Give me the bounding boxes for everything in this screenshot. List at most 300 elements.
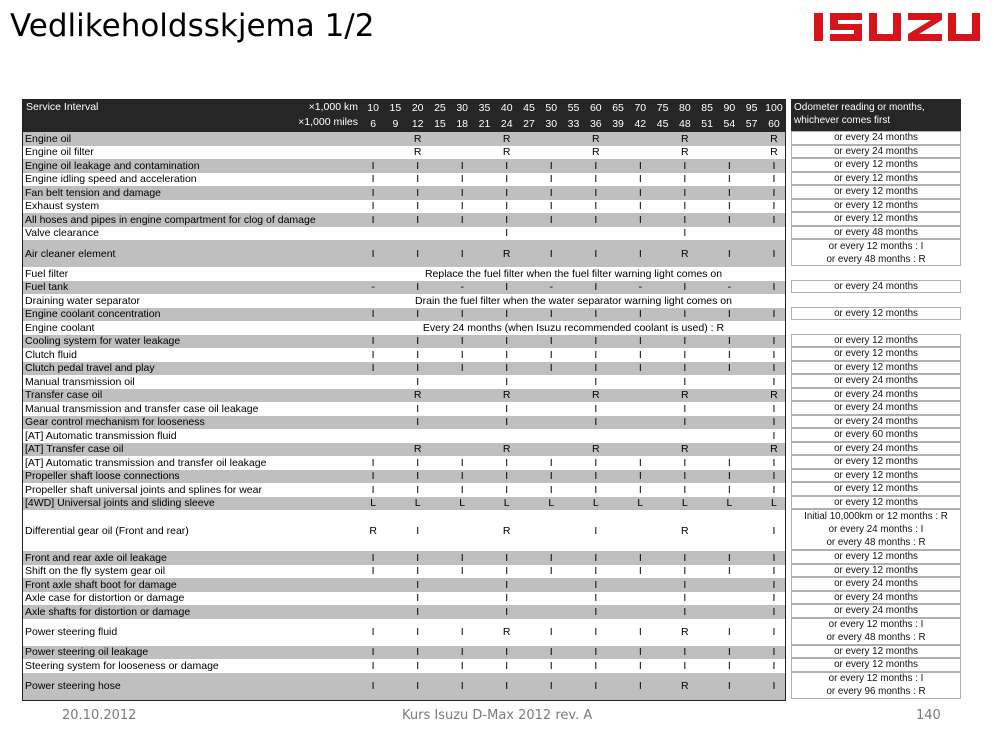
interval-note-line: or every 12 months : I xyxy=(828,619,924,630)
table-row xyxy=(23,240,785,267)
interval-note-line: or every 24 months xyxy=(834,591,918,603)
miles-value: 39 xyxy=(612,118,624,130)
item-name: Power steering oil leakage xyxy=(25,646,149,659)
service-cell: I xyxy=(772,402,776,415)
service-cell: L xyxy=(770,497,777,510)
unit-miles-label: ×1,000 miles xyxy=(298,116,358,128)
service-cell: I xyxy=(416,213,420,226)
service-cell: I xyxy=(683,281,687,294)
service-cell: R xyxy=(369,524,377,537)
page-title: Vedlikeholdsskjema 1/2 xyxy=(10,8,375,44)
interval-note xyxy=(791,658,961,672)
miles-value: 54 xyxy=(723,118,736,130)
interval-note xyxy=(791,172,961,186)
interval-note-line: or every 24 months xyxy=(834,145,918,157)
service-cell: R xyxy=(502,146,511,159)
service-cell: I xyxy=(638,213,642,226)
service-cell: I xyxy=(594,680,598,692)
item-name: All hoses and pipes in engine compartment for clog of damage xyxy=(25,213,316,226)
table-row xyxy=(23,362,785,376)
interval-note-line: or every 24 months xyxy=(834,375,918,387)
service-cell: I xyxy=(460,565,464,578)
isuzu-logo xyxy=(812,10,984,44)
service-cell: R xyxy=(502,626,511,638)
interval-note-line: or every 12 months : I xyxy=(828,240,924,252)
interval-note-line: or every 24 months xyxy=(834,415,918,427)
km-value: 10 xyxy=(367,102,379,114)
service-cell: I xyxy=(460,200,464,213)
interval-notes-column xyxy=(791,99,961,699)
service-cell: I xyxy=(683,375,687,388)
service-cell: I xyxy=(594,592,598,605)
interval-note-line: or every 12 months xyxy=(834,564,918,576)
table-row xyxy=(23,605,785,619)
service-cell: I xyxy=(549,646,553,659)
interval-note-line: or every 96 months : R xyxy=(826,686,926,697)
service-cell: L xyxy=(548,497,555,510)
item-name: Differential gear oil (Front and rear) xyxy=(25,524,189,537)
table-row xyxy=(23,294,785,308)
service-cell: I xyxy=(594,483,598,496)
service-cell: R xyxy=(413,146,422,159)
service-cell: R xyxy=(413,443,422,456)
service-cell: I xyxy=(371,565,375,578)
service-cell: I xyxy=(638,200,642,213)
service-cell: R xyxy=(681,626,689,638)
interval-note xyxy=(791,131,961,145)
service-cell: I xyxy=(683,416,687,429)
service-cell: R xyxy=(502,443,511,456)
interval-note-line: or every 12 months xyxy=(834,456,918,468)
service-cell: I xyxy=(371,626,375,638)
service-cell: I xyxy=(505,186,509,199)
service-cell: I xyxy=(594,348,598,361)
interval-note-line: or every 12 months xyxy=(834,496,918,508)
service-cell: I xyxy=(594,375,598,388)
item-name: Steering system for looseness or damage xyxy=(25,659,219,672)
service-cell: I xyxy=(416,470,420,483)
miles-row xyxy=(362,117,785,132)
service-cell: I xyxy=(505,281,509,294)
table-row xyxy=(23,321,785,335)
km-value: 35 xyxy=(478,102,491,114)
table-row xyxy=(23,389,785,403)
service-cell: R xyxy=(591,443,600,456)
service-cell: I xyxy=(727,348,731,361)
service-cell: I xyxy=(772,159,776,172)
service-cell: I xyxy=(772,605,776,618)
service-cell: I xyxy=(371,173,375,186)
service-cell: R xyxy=(770,389,778,402)
service-cell: I xyxy=(683,308,687,321)
service-cell: I xyxy=(594,335,598,348)
table-row xyxy=(23,470,785,484)
service-cell: I xyxy=(549,483,553,496)
service-cell: I xyxy=(416,173,420,186)
service-cell: I xyxy=(549,551,553,564)
service-cell: I xyxy=(727,159,731,172)
interval-note-line: or every 12 months xyxy=(834,645,918,657)
service-cell: R xyxy=(681,132,689,145)
miles-value: 57 xyxy=(745,118,758,130)
service-cell: I xyxy=(683,483,687,496)
service-cell: I xyxy=(638,565,642,578)
interval-note xyxy=(791,307,961,321)
km-value: 80 xyxy=(679,102,691,114)
service-cell: I xyxy=(594,456,598,469)
service-cell: I xyxy=(727,483,731,496)
service-cell: I xyxy=(638,483,642,496)
service-cell: R xyxy=(681,443,689,456)
interval-note-line: or every 12 months xyxy=(834,199,918,211)
service-cell: I xyxy=(549,247,553,260)
service-cell: I xyxy=(727,456,731,469)
service-cell: I xyxy=(416,375,420,388)
service-cell: R xyxy=(681,680,689,692)
table-row xyxy=(23,497,785,511)
service-cell: I xyxy=(460,335,464,348)
service-cell: I xyxy=(638,456,642,469)
service-cell: I xyxy=(505,159,509,172)
service-cell: I xyxy=(371,483,375,496)
service-cell: I xyxy=(638,186,642,199)
interval-note xyxy=(791,645,961,659)
service-cell: I xyxy=(460,362,464,375)
interval-note-line: or every 60 months xyxy=(834,429,918,441)
service-cell: I xyxy=(505,578,509,591)
service-cell: I xyxy=(416,626,420,638)
service-cell: L xyxy=(637,497,644,510)
service-cell: I xyxy=(416,659,420,672)
service-cell: I xyxy=(772,592,776,605)
service-cell: I xyxy=(505,605,509,618)
service-cell: I xyxy=(594,551,598,564)
service-cell: I xyxy=(727,626,731,638)
service-cell: I xyxy=(683,173,687,186)
service-cell: I xyxy=(638,680,642,692)
service-cell: I xyxy=(594,186,598,199)
table-row xyxy=(23,146,785,160)
service-cell: I xyxy=(416,524,420,537)
service-cell: R xyxy=(591,132,600,145)
interval-note xyxy=(791,672,961,699)
service-cell: I xyxy=(772,524,776,537)
service-cell: I xyxy=(460,680,464,692)
service-cell: I xyxy=(549,335,553,348)
service-cell: I xyxy=(683,592,687,605)
service-cell: I xyxy=(683,551,687,564)
service-cell: I xyxy=(549,456,553,469)
service-cell: I xyxy=(549,626,553,638)
interval-note xyxy=(791,428,961,442)
item-name: Manual transmission and transfer case oil leakage xyxy=(25,402,259,415)
table-row xyxy=(23,173,785,187)
service-cell: I xyxy=(594,565,598,578)
service-cell: I xyxy=(505,659,509,672)
interval-note xyxy=(791,415,961,429)
service-cell: R xyxy=(681,247,689,260)
table-row xyxy=(23,186,785,200)
miles-value: 30 xyxy=(545,118,558,130)
table-row xyxy=(23,429,785,443)
interval-note xyxy=(791,388,961,402)
item-name: Engine oil leakage and contamination xyxy=(25,159,200,172)
table-row xyxy=(23,348,785,362)
service-cell: I xyxy=(683,213,687,226)
item-name: Clutch pedal travel and play xyxy=(25,362,155,375)
service-cell: R xyxy=(502,389,511,402)
service-cell: I xyxy=(460,626,464,638)
item-name: Engine oil filter xyxy=(25,146,94,159)
service-cell: I xyxy=(683,186,687,199)
service-cell: - xyxy=(371,281,375,294)
interval-note-line: or every 48 months : R xyxy=(826,632,926,643)
service-cell: I xyxy=(505,227,509,240)
service-cell: - xyxy=(460,281,464,294)
interval-note xyxy=(791,469,961,483)
interval-note xyxy=(791,199,961,213)
service-cell: I xyxy=(549,362,553,375)
interval-note-line: or every 12 months xyxy=(834,551,918,563)
service-cell: I xyxy=(683,646,687,659)
km-value: 75 xyxy=(656,102,669,114)
service-cell: I xyxy=(683,470,687,483)
table-row xyxy=(23,213,785,227)
service-cell: I xyxy=(638,348,642,361)
service-cell: I xyxy=(638,173,642,186)
service-cell: I xyxy=(371,646,375,659)
service-cell: I xyxy=(549,565,553,578)
service-cell: R xyxy=(770,443,778,456)
service-cell: I xyxy=(772,186,776,199)
table-row xyxy=(23,227,785,241)
interval-note-line: or every 12 months xyxy=(834,172,918,184)
service-cell: I xyxy=(683,605,687,618)
service-cell: I xyxy=(505,416,509,429)
item-name: Shift on the fly system gear oil xyxy=(25,565,166,578)
item-name: Fuel tank xyxy=(25,281,69,294)
interval-note-gap xyxy=(791,320,961,334)
table-row xyxy=(23,565,785,579)
interval-note-line: or every 12 months xyxy=(834,483,918,495)
service-cell: I xyxy=(594,281,598,294)
item-name: Draining water separator xyxy=(25,294,140,307)
table-row xyxy=(23,443,785,457)
service-cell: L xyxy=(370,497,377,510)
service-cell: I xyxy=(460,159,464,172)
service-cell: I xyxy=(594,308,598,321)
table-row xyxy=(23,308,785,322)
service-cell: L xyxy=(592,497,599,510)
interval-note xyxy=(791,347,961,361)
km-value: 55 xyxy=(567,102,580,114)
service-cell: I xyxy=(594,416,598,429)
service-cell: I xyxy=(416,348,420,361)
km-value: 95 xyxy=(745,102,758,114)
service-cell: I xyxy=(416,646,420,659)
interval-note-line: or every 24 months xyxy=(834,132,918,144)
interval-note xyxy=(791,361,961,375)
service-cell: I xyxy=(460,551,464,564)
service-cell: I xyxy=(371,200,375,213)
service-cell: I xyxy=(727,565,731,578)
service-cell: R xyxy=(591,146,600,159)
miles-value: 51 xyxy=(701,118,713,130)
service-cell: I xyxy=(594,213,598,226)
service-cell: I xyxy=(549,308,553,321)
item-name: Valve clearance xyxy=(25,227,99,240)
footer-page-number: 140 xyxy=(916,708,941,723)
service-cell: I xyxy=(505,375,509,388)
item-name: [4WD] Universal joints and sliding sleeve xyxy=(25,497,215,510)
miles-value: 18 xyxy=(456,118,469,130)
service-cell: I xyxy=(594,470,598,483)
service-cell: R xyxy=(681,524,689,537)
service-cell: I xyxy=(727,551,731,564)
interval-note-line: or every 24 months : I xyxy=(828,524,924,535)
service-cell: I xyxy=(727,646,731,659)
service-cell: I xyxy=(371,247,375,260)
table-row xyxy=(23,592,785,606)
row-note: Drain the fuel filter when the water separator warning light comes on xyxy=(415,294,732,307)
service-cell: I xyxy=(505,402,509,415)
table-row xyxy=(23,456,785,470)
service-cell: R xyxy=(502,132,511,145)
service-cell: I xyxy=(638,335,642,348)
interval-note xyxy=(791,550,961,564)
interval-note xyxy=(791,145,961,159)
item-name: [AT] Automatic transmission and transfer oil leakage xyxy=(25,456,267,469)
service-cell: L xyxy=(503,497,510,510)
service-cell: I xyxy=(727,173,731,186)
service-cell: I xyxy=(416,483,420,496)
service-cell: I xyxy=(460,659,464,672)
item-name: Engine idling speed and acceleration xyxy=(25,173,197,186)
footer-date: 20.10.2012 xyxy=(62,708,137,723)
service-cell: L xyxy=(459,497,466,510)
service-cell: I xyxy=(683,348,687,361)
service-cell: I xyxy=(505,173,509,186)
service-cell: I xyxy=(505,456,509,469)
service-cell: I xyxy=(505,470,509,483)
km-value: 30 xyxy=(456,102,469,114)
service-cell: I xyxy=(371,470,375,483)
service-cell: I xyxy=(505,592,509,605)
service-cell: I xyxy=(727,680,731,692)
service-cell: L xyxy=(726,497,733,510)
service-cell: I xyxy=(460,470,464,483)
service-cell: I xyxy=(371,680,375,692)
service-cell: I xyxy=(371,186,375,199)
service-cell: I xyxy=(416,281,420,294)
service-cell: I xyxy=(638,470,642,483)
interval-note-line: or every 24 months xyxy=(834,578,918,590)
service-cell: R xyxy=(591,389,600,402)
interval-note xyxy=(791,509,961,550)
table-row xyxy=(23,335,785,349)
service-cell: I xyxy=(594,402,598,415)
interval-note xyxy=(791,577,961,591)
table-row xyxy=(23,132,785,146)
service-cell: I xyxy=(772,335,776,348)
service-cell: I xyxy=(772,200,776,213)
service-cell: R xyxy=(770,146,778,159)
miles-value: 45 xyxy=(656,118,669,130)
interval-note xyxy=(791,442,961,456)
service-cell: I xyxy=(638,551,642,564)
service-cell: I xyxy=(772,626,776,638)
table-row xyxy=(23,200,785,214)
service-cell: L xyxy=(681,497,688,510)
service-cell: I xyxy=(638,646,642,659)
service-cell: I xyxy=(371,308,375,321)
service-cell: - xyxy=(727,281,732,294)
km-value: 45 xyxy=(523,102,535,114)
item-name: Propeller shaft universal joints and splines for wear xyxy=(25,483,262,496)
item-name: Power steering fluid xyxy=(25,626,118,638)
item-name: Engine oil xyxy=(25,132,72,145)
interval-note-line: or every 24 months xyxy=(834,280,918,292)
item-name: Power steering hose xyxy=(25,680,121,692)
service-cell: - xyxy=(638,281,643,294)
item-name: Exhaust system xyxy=(25,200,100,213)
item-name: [AT] Transfer case oil xyxy=(25,443,124,456)
interval-note-line: or every 24 months xyxy=(834,402,918,414)
item-name: Cooling system for water leakage xyxy=(25,335,181,348)
service-cell: I xyxy=(772,470,776,483)
service-cell: I xyxy=(638,247,642,260)
miles-value: 6 xyxy=(370,118,377,130)
service-cell: I xyxy=(460,348,464,361)
service-cell: I xyxy=(683,402,687,415)
service-cell: I xyxy=(460,213,464,226)
item-name: Transfer case oil xyxy=(25,389,103,402)
miles-value: 12 xyxy=(411,118,424,130)
service-cell: I xyxy=(416,592,420,605)
service-cell: I xyxy=(371,456,375,469)
service-cell: I xyxy=(371,362,375,375)
service-cell: R xyxy=(770,132,778,145)
service-cell: I xyxy=(416,551,420,564)
service-cell: R xyxy=(681,146,689,159)
interval-note-gap xyxy=(791,266,961,280)
service-cell: I xyxy=(549,186,553,199)
service-cell: I xyxy=(772,416,776,429)
unit-km-label: ×1,000 km xyxy=(308,101,358,113)
service-cell: I xyxy=(772,375,776,388)
interval-note-line: or every 48 months xyxy=(834,226,918,238)
service-cell: I xyxy=(416,186,420,199)
service-cell: I xyxy=(416,578,420,591)
service-cell: I xyxy=(549,213,553,226)
service-cell: I xyxy=(416,680,420,692)
service-cell: I xyxy=(505,551,509,564)
service-cell: I xyxy=(594,524,598,537)
item-name: Fuel filter xyxy=(25,267,69,280)
interval-note-line: or every 12 months xyxy=(834,213,918,225)
interval-note-line: or every 12 months xyxy=(834,659,918,671)
service-cell: I xyxy=(772,680,776,692)
km-value: 100 xyxy=(765,102,783,114)
service-cell: I xyxy=(772,565,776,578)
service-cell: I xyxy=(416,200,420,213)
interval-note-line: or every 12 months xyxy=(834,469,918,481)
service-cell: I xyxy=(683,565,687,578)
item-name: Clutch fluid xyxy=(25,348,77,361)
service-cell: I xyxy=(772,213,776,226)
service-cell: I xyxy=(416,247,420,260)
service-cell: I xyxy=(549,173,553,186)
